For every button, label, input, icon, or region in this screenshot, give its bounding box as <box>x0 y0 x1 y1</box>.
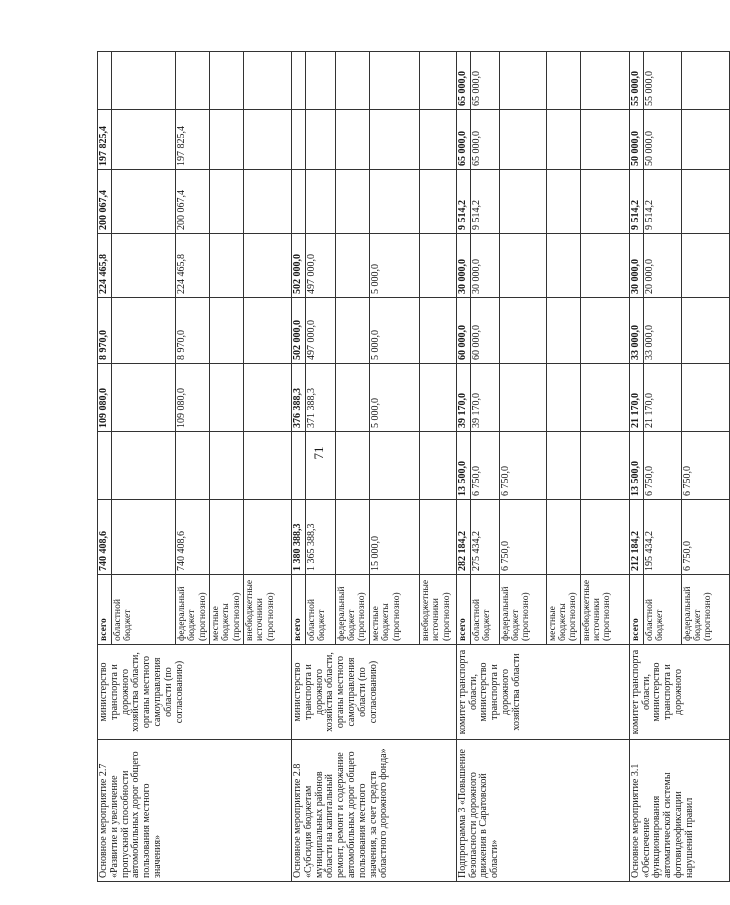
amount-cell <box>175 52 209 110</box>
amount-cell <box>98 432 112 500</box>
amount-cell <box>369 170 419 234</box>
amount-cell <box>546 500 580 575</box>
amount-cell <box>291 432 305 500</box>
amount-cell: 497 000,0 <box>305 298 335 364</box>
measure-name-cell: Основное мероприятие 2.7 «Развитие и увеличение пропускной способности автомобильных дорог общего пользования местного значения» <box>98 740 292 882</box>
funding-source-cell: внебюджетные источники (прогнозно) <box>580 575 629 645</box>
amount-cell <box>681 234 729 298</box>
amount-cell <box>499 110 546 170</box>
amount-cell <box>499 298 546 364</box>
amount-cell <box>681 298 729 364</box>
amount-cell: 9 514,2 <box>470 170 499 234</box>
amount-cell <box>499 52 546 110</box>
funding-source-cell: всего <box>629 575 643 645</box>
amount-cell <box>499 234 546 298</box>
amount-cell <box>305 170 335 234</box>
page-number: 71 <box>311 446 326 460</box>
amount-cell <box>209 500 243 575</box>
amount-cell: 200 067,4 <box>175 170 209 234</box>
amount-cell <box>580 432 629 500</box>
amount-cell <box>546 110 580 170</box>
amount-cell <box>419 364 456 432</box>
amount-cell <box>209 234 243 298</box>
amount-cell <box>681 170 729 234</box>
amount-cell <box>111 170 175 234</box>
amount-cell: 1 380 388,3 <box>291 500 305 575</box>
amount-cell <box>580 52 629 110</box>
funding-source-cell: местные бюджеты (прогнозно) <box>546 575 580 645</box>
amount-cell <box>419 432 456 500</box>
table-row <box>629 52 643 882</box>
amount-cell: 65 000,0 <box>456 52 470 110</box>
amount-cell: 9 514,2 <box>629 170 643 234</box>
amount-cell: 275 434,2 <box>470 500 499 575</box>
amount-cell: 6 750,0 <box>470 432 499 500</box>
amount-cell <box>111 298 175 364</box>
amount-cell <box>546 170 580 234</box>
amount-cell: 200 067,4 <box>98 170 112 234</box>
measure-name-cell: Основное мероприятие 3.1 «Обеспечение функционирования автоматической системы фотовидеофиксации нарушений правил <box>629 740 729 882</box>
funding-source-cell: всего <box>98 575 112 645</box>
amount-cell: 65 000,0 <box>470 52 499 110</box>
amount-cell <box>111 432 175 500</box>
amount-cell: 224 465,8 <box>175 234 209 298</box>
amount-cell <box>111 110 175 170</box>
amount-cell: 197 825,4 <box>98 110 112 170</box>
amount-cell: 740 408,6 <box>98 500 112 575</box>
amount-cell: 55 000,0 <box>629 52 643 110</box>
amount-cell <box>580 364 629 432</box>
amount-cell: 60 000,0 <box>456 298 470 364</box>
amount-cell: 9 514,2 <box>643 170 681 234</box>
table-row <box>291 52 305 882</box>
measure-name-cell: Основное мероприятие 2.8 «Субсидия бюджетам муниципальных районов области на капитальный ремонт, ремонт и содержание автомобильных дорог общего пользования местного значения, за счет средств областного дорожного фонда» <box>291 740 456 882</box>
amount-cell: 30 000,0 <box>629 234 643 298</box>
amount-cell <box>335 234 369 298</box>
amount-cell: 371 388,3 <box>305 364 335 432</box>
amount-cell: 60 000,0 <box>470 298 499 364</box>
amount-cell <box>209 432 243 500</box>
funding-source-cell: областной бюджет <box>111 575 175 645</box>
amount-cell: 15 000,0 <box>369 500 419 575</box>
amount-cell: 33 000,0 <box>643 298 681 364</box>
amount-cell <box>209 170 243 234</box>
executor-cell: комитет транспорта области, министерство транспорта и дорожного <box>629 645 729 740</box>
amount-cell: 21 170,0 <box>643 364 681 432</box>
amount-cell: 39 170,0 <box>456 364 470 432</box>
amount-cell <box>243 500 291 575</box>
amount-cell <box>369 52 419 110</box>
funding-source-cell: федеральный бюджет (прогнозно) <box>335 575 369 645</box>
amount-cell: 39 170,0 <box>470 364 499 432</box>
amount-cell <box>291 170 305 234</box>
amount-cell: 502 000,0 <box>291 234 305 298</box>
amount-cell <box>111 234 175 298</box>
amount-cell: 376 388,3 <box>291 364 305 432</box>
amount-cell: 6 750,0 <box>499 500 546 575</box>
amount-cell <box>419 170 456 234</box>
amount-cell <box>291 110 305 170</box>
amount-cell <box>243 52 291 110</box>
amount-cell: 50 000,0 <box>629 110 643 170</box>
amount-cell: 5 000,0 <box>369 364 419 432</box>
funding-source-cell: местные бюджеты (прогнозно) <box>209 575 243 645</box>
amount-cell <box>111 500 175 575</box>
amount-cell <box>499 170 546 234</box>
amount-cell <box>175 432 209 500</box>
amount-cell <box>305 432 335 500</box>
amount-cell <box>209 364 243 432</box>
amount-cell <box>580 500 629 575</box>
funding-source-cell: областной бюджет <box>643 575 681 645</box>
amount-cell <box>546 364 580 432</box>
amount-cell <box>98 52 112 110</box>
funding-source-cell: федеральный бюджет (прогнозно) <box>681 575 729 645</box>
amount-cell <box>209 110 243 170</box>
amount-cell <box>546 234 580 298</box>
funding-source-cell: областной бюджет <box>305 575 335 645</box>
amount-cell: 33 000,0 <box>629 298 643 364</box>
amount-cell: 6 750,0 <box>681 500 729 575</box>
amount-cell <box>335 170 369 234</box>
amount-cell <box>580 298 629 364</box>
amount-cell <box>335 432 369 500</box>
amount-cell <box>681 364 729 432</box>
amount-cell <box>369 432 419 500</box>
amount-cell: 50 000,0 <box>643 110 681 170</box>
executor-cell: комитет транспорта области, министерство транспорта и дорожного хозяйства области <box>456 645 629 740</box>
amount-cell: 1 365 388,3 <box>305 500 335 575</box>
amount-cell: 497 000,0 <box>305 234 335 298</box>
amount-cell <box>335 298 369 364</box>
funding-source-cell: федеральный бюджет (прогнозно) <box>175 575 209 645</box>
budget-table <box>97 51 730 882</box>
executor-cell: министерство транспорта и дорожного хозяйства области, органы местного самоуправления области (по согласованию) <box>291 645 456 740</box>
amount-cell <box>243 298 291 364</box>
amount-cell: 30 000,0 <box>456 234 470 298</box>
table-row <box>98 52 112 882</box>
funding-source-cell: всего <box>456 575 470 645</box>
funding-source-cell: внебюджетные источники (прогнозно) <box>243 575 291 645</box>
amount-cell <box>580 234 629 298</box>
executor-cell: министерство транспорта и дорожного хозяйства области, органы местного самоуправления области (по согласованию) <box>98 645 292 740</box>
amount-cell: 6 750,0 <box>643 432 681 500</box>
amount-cell <box>546 432 580 500</box>
amount-cell <box>305 110 335 170</box>
amount-cell <box>499 364 546 432</box>
measure-name-cell: Подпрограмма 3 «Повышение безопасности дорожного движения в Саратовской области» <box>456 740 629 882</box>
amount-cell <box>243 234 291 298</box>
funding-source-cell: внебюджетные источники (прогнозно) <box>419 575 456 645</box>
amount-cell <box>209 298 243 364</box>
amount-cell: 6 750,0 <box>681 432 729 500</box>
amount-cell <box>419 110 456 170</box>
amount-cell <box>243 432 291 500</box>
table-body <box>98 52 730 882</box>
amount-cell: 109 080,0 <box>98 364 112 432</box>
amount-cell: 8 970,0 <box>98 298 112 364</box>
rotated-table-container <box>97 52 714 882</box>
amount-cell <box>419 52 456 110</box>
amount-cell: 282 184,2 <box>456 500 470 575</box>
amount-cell <box>243 170 291 234</box>
amount-cell: 224 465,8 <box>98 234 112 298</box>
amount-cell <box>580 170 629 234</box>
funding-source-cell: федеральный бюджет (прогнозно) <box>499 575 546 645</box>
amount-cell <box>546 298 580 364</box>
amount-cell <box>243 364 291 432</box>
funding-source-cell: местные бюджеты (прогнозно) <box>369 575 419 645</box>
amount-cell <box>335 110 369 170</box>
amount-cell: 212 184,2 <box>629 500 643 575</box>
amount-cell <box>580 110 629 170</box>
amount-cell: 13 500,0 <box>629 432 643 500</box>
amount-cell <box>419 234 456 298</box>
amount-cell: 8 970,0 <box>175 298 209 364</box>
amount-cell: 5 000,0 <box>369 298 419 364</box>
amount-cell: 65 000,0 <box>456 110 470 170</box>
amount-cell <box>419 298 456 364</box>
amount-cell: 195 434,2 <box>643 500 681 575</box>
amount-cell: 21 170,0 <box>629 364 643 432</box>
amount-cell <box>369 110 419 170</box>
amount-cell: 55 000,0 <box>643 52 681 110</box>
amount-cell: 5 000,0 <box>369 234 419 298</box>
table-row <box>456 52 470 882</box>
amount-cell: 109 080,0 <box>175 364 209 432</box>
amount-cell: 740 408,6 <box>175 500 209 575</box>
amount-cell <box>111 52 175 110</box>
amount-cell <box>111 364 175 432</box>
amount-cell <box>335 364 369 432</box>
amount-cell <box>681 110 729 170</box>
amount-cell <box>243 110 291 170</box>
funding-source-cell: всего <box>291 575 305 645</box>
amount-cell: 20 000,0 <box>643 234 681 298</box>
amount-cell: 30 000,0 <box>470 234 499 298</box>
amount-cell <box>335 52 369 110</box>
amount-cell <box>419 500 456 575</box>
amount-cell: 197 825,4 <box>175 110 209 170</box>
amount-cell <box>209 52 243 110</box>
amount-cell: 6 750,0 <box>499 432 546 500</box>
amount-cell: 13 500,0 <box>456 432 470 500</box>
amount-cell <box>305 52 335 110</box>
amount-cell: 9 514,2 <box>456 170 470 234</box>
amount-cell <box>546 52 580 110</box>
amount-cell <box>681 52 729 110</box>
amount-cell <box>291 52 305 110</box>
amount-cell: 65 000,0 <box>470 110 499 170</box>
funding-source-cell: областной бюджет <box>470 575 499 645</box>
amount-cell: 502 000,0 <box>291 298 305 364</box>
amount-cell <box>335 500 369 575</box>
